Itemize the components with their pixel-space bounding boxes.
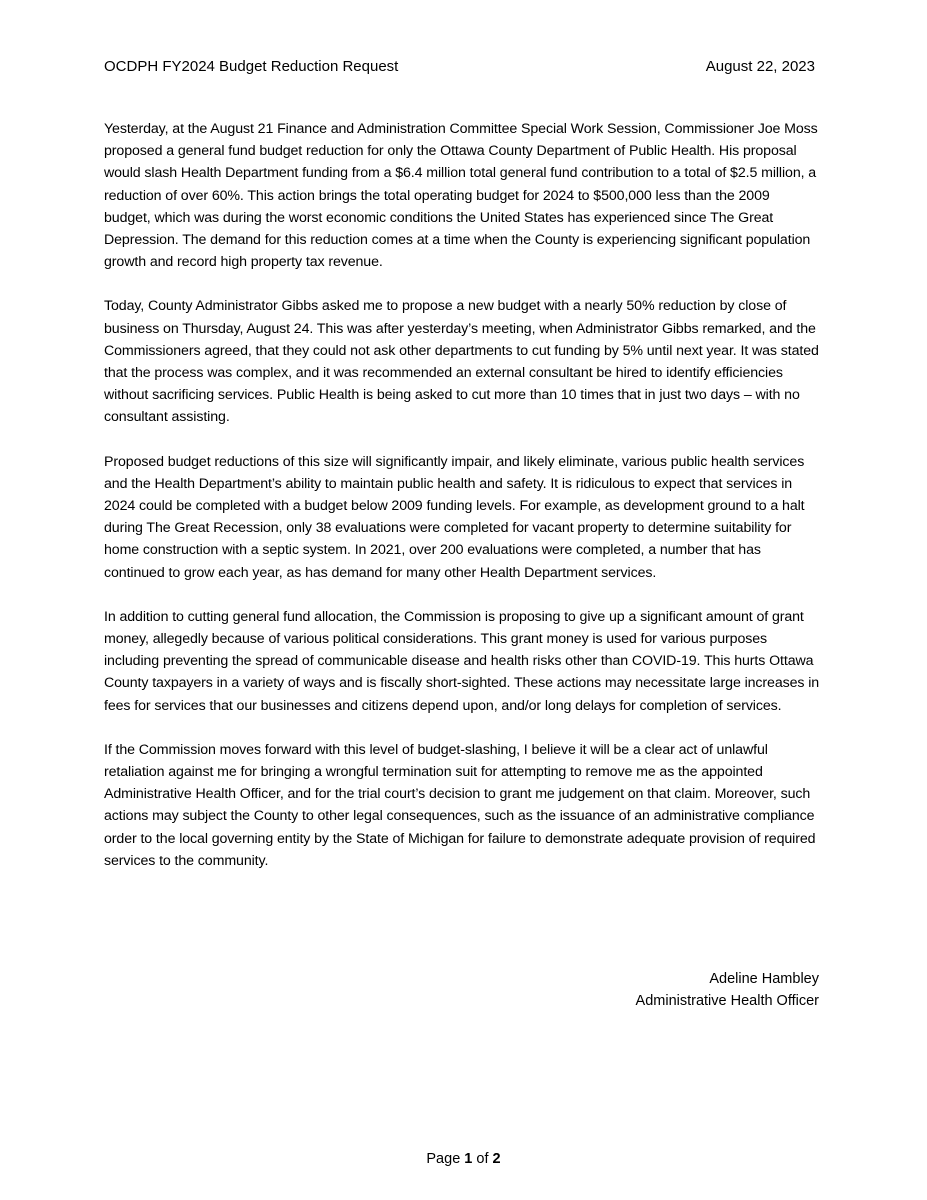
document-title: OCDPH FY2024 Budget Reduction Request [104,58,399,75]
page-of: of [476,1151,489,1167]
page-current: 1 [464,1151,473,1167]
signer-name: Adeline Hambley [709,971,819,987]
signer-title: Administrative Health Officer [635,993,819,1009]
page-label: Page [426,1151,461,1167]
document-date: August 22, 2023 [705,58,815,75]
paragraph-2: Today, County Administrator Gibbs asked me to propose a new budget with a nearly 50% reduction by close of business on Thursday, August 24. This was after yesterday’s meeting, when Administrator Gibbs remarked, and the Commissioners agreed, that they could not ask other departments to cut funding by 5% until next year. It was stated that the process was complex, and it was recommended an external consultant be hired to identify efficiencies without sacrificing services. Public Health is being asked to cut more than 10 times that in just two days – with no consultant assisting. [104,298,819,426]
paragraph-1: Yesterday, at the August 21 Finance and Administration Committee Special Work Session, Commissioner Joe Moss proposed a general fund budget reduction for only the Ottawa County Department of Public Health. His proposal would slash Health Department funding from a $6.4 million total general fund contribution to a total of $2.5 million, a reduction of over 60%. This action brings the total operating budget for 2024 to $500,000 less than the 2009 budget, which was during the worst economic conditions the United States has experienced since The Great Depression. The demand for this reduction comes at a time when the County is experiencing significant population growth and record high property tax revenue. [104,121,818,271]
page-total: 2 [492,1151,501,1167]
page-footer [0,1149,927,1169]
page-header [104,56,815,78]
paragraph-5: If the Commission moves forward with this level of budget-slashing, I believe it will be a clear act of unlawful retaliation against me for bringing a wrongful termination suit for attempting to remove me as the appointed Administrative Health Officer, and for the trial court’s decision to grant me judgement on that claim. Moreover, such actions may subject the County to other legal consequences, such as the issuance of an administrative compliance order to the local governing entity by the State of Michigan for failure to demonstrate adequate provision of required services to the community. [104,741,816,869]
paragraph-4: In addition to cutting general fund allocation, the Commission is proposing to give up a significant amount of grant money, allegedly because of various political considerations. This grant money is used for various purposes including preventing the spread of communicable disease and health risks other than COVID-19. This hurts Ottawa County taxpayers in a variety of ways and is fiscally short-sighted. These actions may necessitate large increases in fees for services that our businesses and citizens depend upon, and/or long delays for completion of services. [104,608,820,714]
signature-block [636,968,819,1012]
letter-body [104,118,820,894]
paragraph-3: Proposed budget reductions of this size will significantly impair, and likely eliminate, various public health services and the Health Department’s ability to maintain public health and safety. It is ridiculous to expect that services in 2024 could be completed with a budget below 2009 funding levels. For example, as development ground to a halt during The Great Recession, only 38 evaluations were completed for vacant property to determine suitability for home construction with a septic system. In 2021, over 200 evaluations were completed, a number that has continued to grow each year, as has demand for many other Health Department services. [104,453,805,581]
